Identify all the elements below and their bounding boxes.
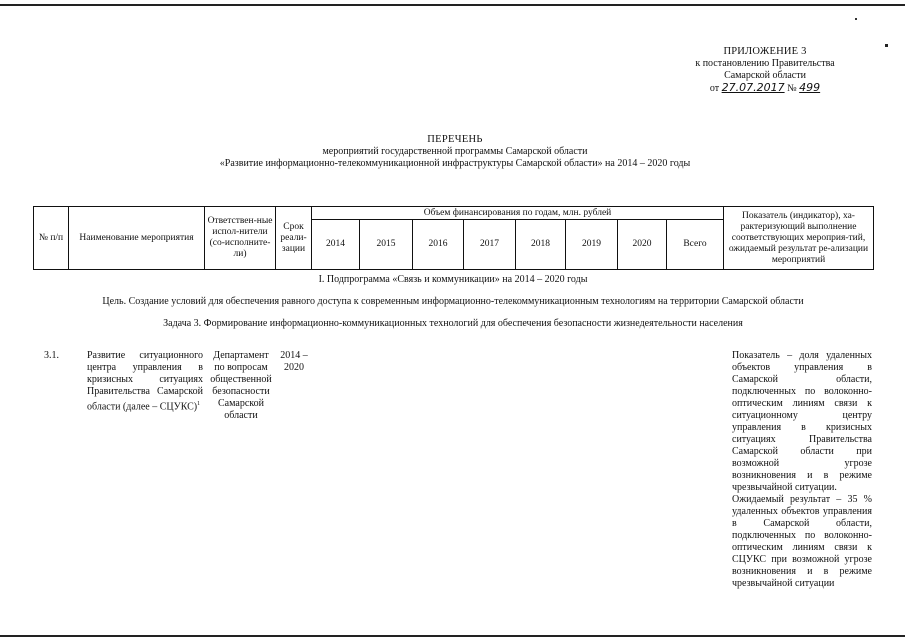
row-responsible: Департамент по вопросам общественной безопасности Самарской области — [210, 350, 272, 421]
handwritten-date: 27.07.2017 — [721, 81, 785, 94]
scan-speck — [855, 18, 857, 20]
row-indicator — [732, 350, 872, 590]
row-name — [87, 350, 203, 413]
col-total: Всего — [667, 220, 724, 270]
heading-title: ПЕРЕЧЕНЬ — [427, 134, 483, 145]
col-year: 2018 — [516, 220, 566, 270]
indicator-text: Показатель – доля удаленных объектов управления в Самарской области, подключенных по волоконно-оптическим линиям связи к ситуационному центру управления в кризисных ситуациях Правительства Самарской области при возможной угрозе возникновения и в режиме чрезвычайной ситуации. — [732, 350, 872, 493]
col-period: Срок реали-зации — [276, 207, 312, 270]
col-funding: Объем финансирования по годам, млн. рублей — [312, 207, 724, 220]
scan-edge-top — [0, 4, 905, 6]
appendix-date-line — [655, 82, 875, 95]
row-period: 2014 – 2020 — [280, 350, 308, 373]
appendix-line: Самарской области — [724, 70, 806, 81]
col-responsible: Ответствен-ные испол-нители (со-исполните-ли) — [205, 207, 276, 270]
task-text: Задача 3. Формирование информационно-коммуникационных технологий для обеспечения безопасности жизнедеятельности населения — [163, 318, 743, 329]
scan-speck — [885, 44, 888, 47]
goal-text: Цель. Создание условий для обеспечения равного доступа к современным информационно-телекоммуникационным технологиям на территории Самарской области — [102, 296, 804, 307]
col-year: 2020 — [618, 220, 667, 270]
heading-line: «Развитие информационно-телекоммуникационной инфраструктуры Самарской области» на 2014 – 2020 годы — [219, 158, 691, 169]
from-label: от — [709, 83, 720, 94]
col-year: 2015 — [360, 220, 413, 270]
col-num: № п/п — [34, 207, 69, 270]
col-year: 2017 — [464, 220, 516, 270]
col-year: 2019 — [566, 220, 618, 270]
col-indicator: Показатель (индикатор), ха-рактеризующий выполнение соответствующих мероприя-тий, ожидаемый результат ре-ализации мероприятий — [724, 207, 874, 270]
document-heading — [120, 134, 790, 170]
number-label: № — [787, 83, 797, 94]
col-year: 2016 — [413, 220, 464, 270]
appendix-block — [655, 46, 875, 95]
row-name-text: Развитие ситуационного центра управления в кризисных ситуациях Правительства Самарской области (далее – СЦУКС) — [87, 350, 203, 413]
col-year: 2014 — [312, 220, 360, 270]
heading-line: мероприятий государственной программы Самарской области — [322, 146, 588, 157]
handwritten-number: 499 — [799, 81, 821, 94]
expected-result-text: Ожидаемый результат – 35 % удаленных объектов управления в Самарской области, подключенных по волоконно-оптическим линиям связи к СЦУКС при возможной угрозе возникновения и в режиме чрезвычайной ситуации — [732, 494, 872, 589]
row-number: 3.1. — [44, 350, 59, 361]
col-name: Наименование мероприятия — [69, 207, 205, 270]
header-table — [33, 206, 874, 270]
footnote-marker: 1 — [197, 401, 201, 407]
appendix-line: к постановлению Правительства — [695, 58, 835, 69]
subprogram-title: I. Подпрограмма «Связь и коммуникации» на 2014 – 2020 годы — [318, 274, 588, 285]
appendix-title: ПРИЛОЖЕНИЕ 3 — [723, 46, 807, 57]
scan-edge-bottom — [0, 635, 905, 637]
